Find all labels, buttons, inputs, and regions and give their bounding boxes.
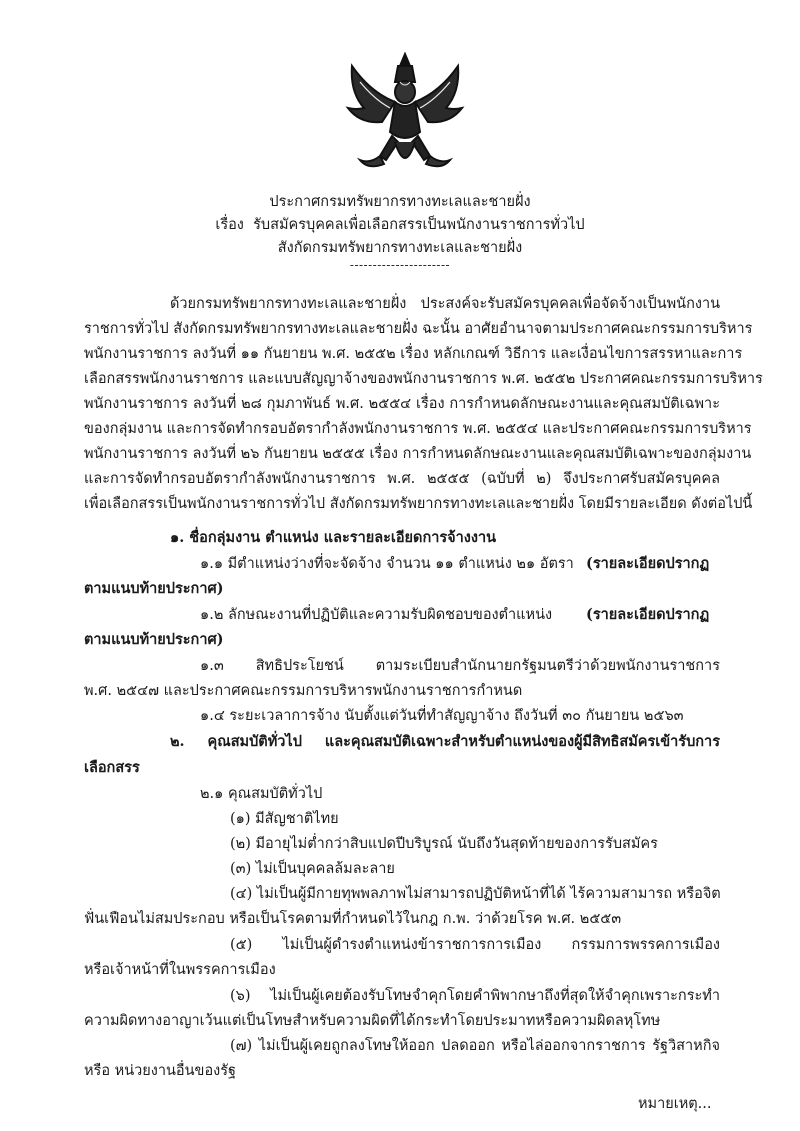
item-1-1-text: ๑.๑ มีตำแหน่งว่างที่จะจัดจ้าง จำนวน ๑๑ ตำแหน่ง ๒๑ อัตรา — [200, 556, 574, 572]
subject-label: เรื่อง — [215, 217, 244, 233]
announcement-affiliation: สังกัดกรมทรัพยากรทางทะเลและชายฝั่ง — [277, 240, 523, 256]
intro-line: เพื่อเลือกสรรเป็นพนักงานราชการทั่วไป สังกัดกรมทรัพยากรทางทะเลและชายฝั่ง โดยมีรายละเอียด ดังต่อไปนี้ — [84, 496, 753, 512]
qualification-item: (๖) ไม่เป็นผู้เคยต้องรับโทษจำคุกโดยคำพิพากษาถึงที่สุดให้จำคุกเพราะกระทำ — [230, 988, 720, 1004]
item-1-4-text: ๑.๔ ระยะเวลาการจ้าง นับตั้งแต่วันที่ทำสัญญาจ้าง ถึงวันที่ ๓๐ กันยายน ๒๕๖๓ — [200, 708, 684, 724]
qualification-item-cont: หรือ หน่วยงานอื่นของรัฐ — [84, 1063, 237, 1079]
item-1-3-text: ๑.๓ สิทธิประโยชน์ ตามระเบียบสำนักนายกรัฐมนตรีว่าด้วยพนักงานราชการ — [200, 658, 720, 674]
qualification-item: (๔) ไม่เป็นผู้มีกายทุพพลภาพไม่สามารถปฏิบัติหน้าที่ได้ ไร้ความสามารถ หรือจิต — [230, 886, 721, 902]
qualification-item: (๕) ไม่เป็นผู้ดำรงตำแหน่งข้าราชการการเมือง กรรมการพรรคการเมือง — [230, 937, 720, 953]
qualification-item-cont: ฟั่นเฟือนไม่สมประกอบ หรือเป็นโรคตามที่กำหนดไว้ในกฎ ก.พ. ว่าด้วยโรค พ.ศ. ๒๕๕๓ — [84, 911, 622, 927]
announcement-subject — [0, 213, 800, 236]
qualification-item: (๒) มีอายุไม่ต่ำกว่าสิบแปดปีบริบูรณ์ นับถึงวันสุดท้ายของการรับสมัคร — [230, 836, 658, 852]
intro-line: ราชการทั่วไป สังกัดกรมทรัพยากรทางทะเลและชายฝั่ง ฉะนั้น อาศัยอำนาจตามประกาศคณะกรรมการบริหาร — [84, 321, 753, 337]
intro-line: และการจัดทำกรอบอัตรากำลังพนักงานราชการ พ.ศ. ๒๕๕๕ (ฉบับที่ ๒) จึงประกาศรับสมัครบุคคล — [84, 471, 720, 487]
intro-line: พนักงานราชการ ลงวันที่ ๑๑ กันยายน พ.ศ. ๒๕๕๒ เรื่อง หลักเกณฑ์ วิธีการ และเงื่อนไขการสรรหาและการ — [84, 346, 743, 362]
item-1-2-note-cont: ตามแนบท้ายประกาศ) — [84, 631, 224, 648]
subject-text: รับสมัครบุคคลเพื่อเลือกสรรเป็นพนักงานราชการทั่วไป — [253, 217, 585, 233]
item-1-2-note: (รายละเอียดปรากฏ — [586, 606, 710, 623]
intro-line: พนักงานราชการ ลงวันที่ ๒๖ กันยายน ๒๕๕๕ เรื่อง การกำหนดลักษณะงานและคุณสมบัติเฉพาะของกลุ่มงาน — [84, 446, 752, 462]
qualification-item: (๗) ไม่เป็นผู้เคยถูกลงโทษให้ออก ปลดออก หรือไล่ออกจากราชการ รัฐวิสาหกิจ — [230, 1038, 720, 1054]
intro-line: ของกลุ่มงาน และการจัดทำกรอบอัตรากำลังพนักงานราชการ พ.ศ. ๒๕๕๔ และประกาศคณะกรรมการบริหาร — [84, 421, 752, 437]
qualification-item-cont: หรือเจ้าหน้าที่ในพรรคการเมือง — [84, 962, 276, 978]
qualification-item: (๓) ไม่เป็นบุคคลล้มละลาย — [230, 861, 395, 877]
qualification-item: (๑) มีสัญชาติไทย — [230, 811, 339, 827]
section-2-heading: ๒. คุณสมบัติทั่วไป และคุณสมบัติเฉพาะสำหรับตำแหน่งของผู้มีสิทธิสมัครเข้ารับการ — [170, 733, 720, 750]
item-1-3-text-cont: พ.ศ. ๒๕๔๗ และประกาศคณะกรรมการบริหารพนักงานราชการกำหนด — [84, 683, 523, 699]
item-1-1-note: (รายละเอียดปรากฏ — [586, 555, 710, 572]
header-divider: ---------------------- — [349, 258, 451, 272]
intro-line: พนักงานราชการ ลงวันที่ ๒๘ กุมภาพันธ์ พ.ศ. ๒๕๕๔ เรื่อง การกำหนดลักษณะงานและคุณสมบัติเฉพาะ — [84, 396, 720, 412]
garuda-emblem-icon — [340, 52, 470, 176]
subsection-2-1-heading: ๒.๑ คุณสมบัติทั่วไป — [200, 786, 323, 802]
qualification-item-cont: ความผิดทางอาญาเว้นแต่เป็นโทษสำหรับความผิดที่ได้กระทำโดยประมาทหรือความผิดลหุโทษ — [84, 1013, 661, 1029]
item-1-2-text: ๑.๒ ลักษณะงานที่ปฏิบัติและความรับผิดชอบของตำแหน่ง — [200, 607, 553, 623]
continuation-note: หมายเหตุ... — [638, 1096, 712, 1112]
intro-line: ด้วยกรมทรัพยากรทางทะเลและชายฝั่ง ประสงค์จะรับสมัครบุคคลเพื่อจัดจ้างเป็นพนักงาน — [170, 296, 720, 312]
announcement-title: ประกาศกรมทรัพยากรทางทะเลและชายฝั่ง — [269, 194, 531, 210]
section-1-heading: ๑. ชื่อกลุ่มงาน ตำแหน่ง และรายละเอียดการจ้างงาน — [170, 529, 497, 546]
section-2-heading-cont: เลือกสรร — [84, 759, 140, 776]
item-1-1-note-cont: ตามแนบท้ายประกาศ) — [84, 580, 224, 597]
intro-line: เลือกสรรพนักงานราชการ และแบบสัญญาจ้างของพนักงานราชการ พ.ศ. ๒๕๕๒ ประกาศคณะกรรมการบริหาร — [84, 371, 763, 387]
